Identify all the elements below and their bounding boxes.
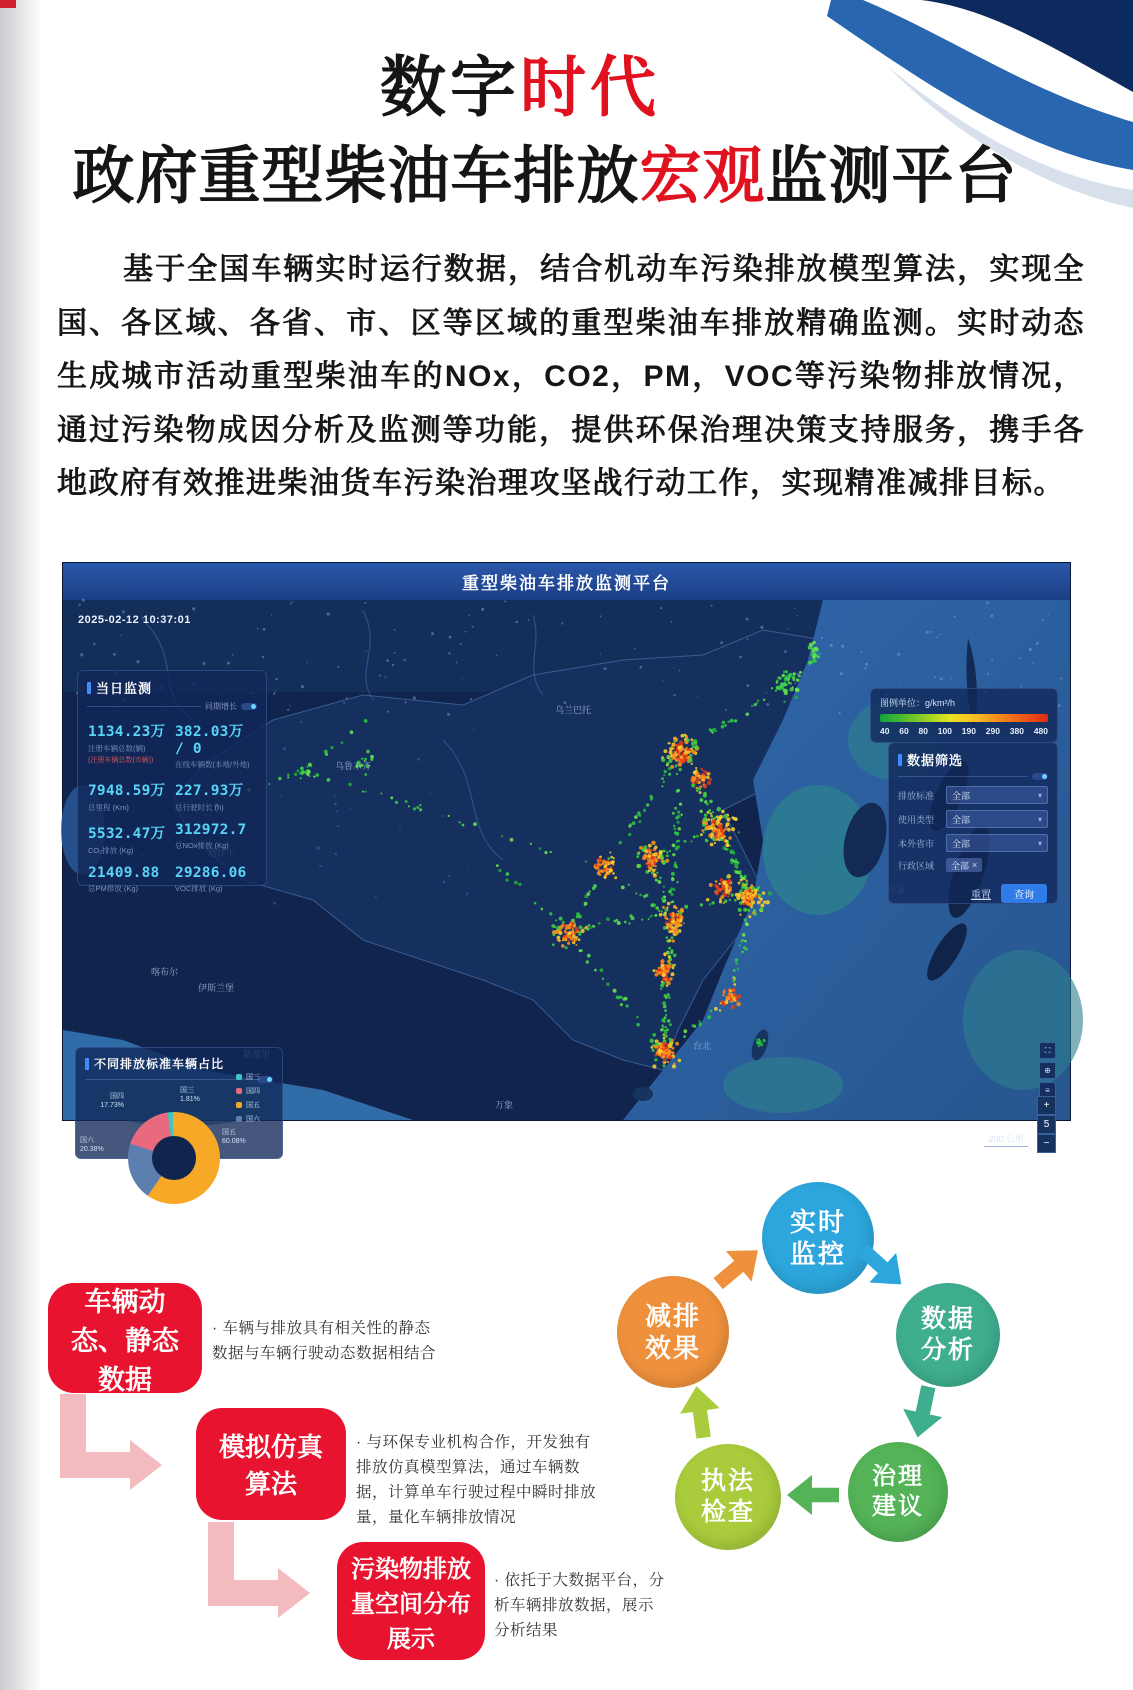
dashboard-screenshot	[63, 563, 1070, 1153]
colorbar-gradient	[880, 714, 1048, 722]
donut-callout-guo6: 国六 20.38%	[80, 1137, 104, 1153]
zoom-out-button[interactable]: −	[1037, 1134, 1056, 1153]
stat-co2-emission: 5532.47万 CO₂排放 (Kg)	[88, 826, 166, 855]
flow-step-2-box: 模拟仿真算法	[196, 1408, 346, 1520]
flow-step-3-note: · 依托于大数据平台，分析车辆排放数据，展示分析结果	[494, 1572, 665, 1640]
cycle-item-governance-advice: 治理建议	[848, 1442, 948, 1542]
stat-driving-hours: 227.93万 总行驶时长 (h)	[175, 783, 244, 812]
chevron-down-icon: ▾	[1037, 790, 1042, 800]
cycle-item-realtime-monitoring: 实时监控	[762, 1182, 874, 1294]
legend-dot	[236, 1116, 242, 1122]
page-title-line1	[0, 34, 1040, 129]
map-colorbar-legend	[870, 688, 1058, 743]
filter-row-emission-standard: 排放标准 全部 ▾	[898, 786, 1048, 804]
map-city-label: 万象	[495, 1100, 514, 1110]
dashboard-header-bar	[63, 563, 1070, 600]
map-city-label: 乌兰巴托	[555, 705, 592, 715]
filter-panel-divider	[898, 773, 1048, 780]
panel-title-bar-icon	[85, 1058, 89, 1070]
cycle-item-law-enforcement: 执法检查	[675, 1444, 781, 1550]
title2-red: 宏观	[639, 142, 766, 211]
fullscreen-tool-icon[interactable]: ⛶	[1039, 1042, 1056, 1059]
donut-callout-guo5: 国五 60.08%	[222, 1129, 246, 1145]
legend-dot	[236, 1074, 242, 1080]
cycle-arrow-up	[677, 1383, 724, 1440]
flow-arrow-2	[208, 1522, 314, 1620]
today-monitor-panel	[77, 670, 267, 893]
flow-step-3-box: 污染物排放量空间分布展示	[337, 1542, 485, 1660]
page-title-line2	[0, 126, 1090, 215]
stat-nox-emission: 312972.7 总NOx排放 (Kg)	[175, 822, 247, 850]
zoom-level-indicator: 5	[1037, 1115, 1056, 1134]
dashboard-timestamp: 2025-02-12 10:37:01	[78, 614, 191, 626]
donut-callout-guo3: 国三 1.81%	[180, 1087, 200, 1103]
cycle-item-data-analysis: 数据分析	[896, 1283, 1000, 1387]
cycle-arrow-down	[898, 1382, 948, 1441]
colorbar-ticks: 40 60 80 100 190 290 380 480	[880, 726, 1048, 736]
today-panel-title: 当日监测	[96, 681, 153, 696]
map-city-label: 乌鲁木齐	[335, 761, 372, 771]
today-panel-title-row	[78, 671, 266, 701]
locate-tool-icon[interactable]: ⊕	[1039, 1062, 1056, 1079]
donut-legend: 国三 国四 国五 国六	[236, 1072, 260, 1124]
local-foreign-select[interactable]: 全部 ▾	[946, 834, 1048, 852]
emission-standard-donut-panel	[75, 1047, 283, 1159]
corner-red-accent	[0, 0, 16, 8]
map-city-label: 喀布尔	[151, 967, 179, 977]
chevron-down-icon: ▾	[1037, 814, 1042, 824]
cycle-arrow-left	[787, 1475, 839, 1515]
flow-step-1-note: · 车辆与排放具有相关性的静态数据与车辆行驶动态数据相结合	[212, 1320, 437, 1363]
usage-type-select[interactable]: 全部 ▾	[946, 810, 1048, 828]
colorbar-unit-label: 图例单位：g/km²/h	[880, 698, 956, 708]
map-zoom-control	[1037, 1096, 1056, 1153]
title2-pre: 政府重型柴油车排放	[72, 142, 640, 211]
panel-toggle-switch[interactable]	[1032, 773, 1048, 780]
legend-dot	[236, 1102, 242, 1108]
title2-post: 监测平台	[765, 142, 1018, 211]
flow-step-1-box: 车辆动态、静态数据	[48, 1283, 202, 1393]
filter-panel-title: 数据筛选	[907, 753, 964, 768]
cycle-item-emission-reduction: 减排效果	[617, 1276, 729, 1388]
admin-region-tag[interactable]: 全部 ×	[946, 858, 982, 872]
query-button[interactable]: 查询	[1001, 884, 1047, 903]
stat-registered-vehicles: 1134.23万 注册车辆总数(辆) (注册车辆总数(市辆))	[88, 724, 166, 764]
today-stats-grid	[78, 718, 266, 896]
donut-callout-guo4: 国四 17.73%	[100, 1093, 124, 1109]
panel-title-bar-icon	[87, 682, 91, 694]
donut-hole	[152, 1136, 196, 1180]
data-filter-panel	[888, 742, 1058, 904]
intro-paragraph: 基于全国车辆实时运行数据，结合机动车污染排放模型算法，实现全国、各区域、各省、市、区等区域的重型柴油车排放精确监测。实时动态生成城市活动重型柴油车的NOx，CO2，PM，VOC等污染物排放情况，通过污染物成因分析及监测等功能，提供环保治理决策支持服务，携手各地政府有效推进柴油货车污染治理攻坚战行动工作，实现精准减排目标。	[57, 253, 1085, 500]
flow-arrow-1	[60, 1394, 166, 1492]
dashboard-title: 重型柴油车排放监测平台	[462, 574, 671, 593]
stat-online-vehicles: 382.03万 / 0 在线车辆数(本地/外地)	[175, 724, 250, 769]
emission-standard-select[interactable]: 全部 ▾	[946, 786, 1048, 804]
today-panel-subtitle: 同期增长	[205, 702, 237, 711]
legend-dot	[236, 1088, 242, 1094]
cycle-arrow-up-right	[705, 1235, 771, 1299]
map-scale-label: 200 公里	[984, 1132, 1028, 1147]
today-panel-divider	[87, 701, 257, 712]
filter-panel-title-row	[889, 743, 1057, 773]
emission-standard-donut-chart	[128, 1112, 220, 1204]
map-city-label: 台北	[693, 1041, 712, 1051]
flow-step-2-note: · 与环保专业机构合作，开发独有排放仿真模型算法，通过车辆数据，计算单车行驶过程中瞬时排放量，量化车辆排放情况	[356, 1434, 597, 1527]
stat-voc-emission: 29286.06 VOC排放 (Kg)	[175, 865, 247, 893]
reset-button[interactable]: 重置	[971, 890, 991, 901]
stat-pm-emission: 21409.88 总PM排放 (Kg)	[88, 865, 160, 893]
panel-toggle-switch[interactable]	[241, 703, 257, 710]
title1-red: 时代	[520, 50, 660, 124]
filter-row-usage-type: 使用类型 全部 ▾	[898, 810, 1048, 828]
map-city-label: 伊斯兰堡	[198, 983, 235, 993]
stat-total-mileage: 7948.59万 总里程 (Km)	[88, 783, 166, 812]
filter-row-local-foreign: 本外省市 全部 ▾	[898, 834, 1048, 852]
map-area[interactable]	[63, 600, 1070, 1153]
layers-tool-icon[interactable]: ≡	[1039, 1082, 1056, 1099]
title1-black: 数字	[380, 50, 520, 124]
chevron-down-icon: ▾	[1037, 838, 1042, 848]
zoom-in-button[interactable]: +	[1037, 1096, 1056, 1115]
filter-row-admin-region: 行政区域 全部 ×	[898, 858, 1048, 872]
filter-buttons-row	[899, 884, 1047, 903]
donut-panel-title: 不同排放标准车辆占比	[94, 1057, 225, 1071]
map-tool-buttons	[1039, 1042, 1056, 1099]
panel-title-bar-icon	[898, 754, 902, 766]
tag-remove-icon[interactable]: ×	[972, 860, 978, 870]
